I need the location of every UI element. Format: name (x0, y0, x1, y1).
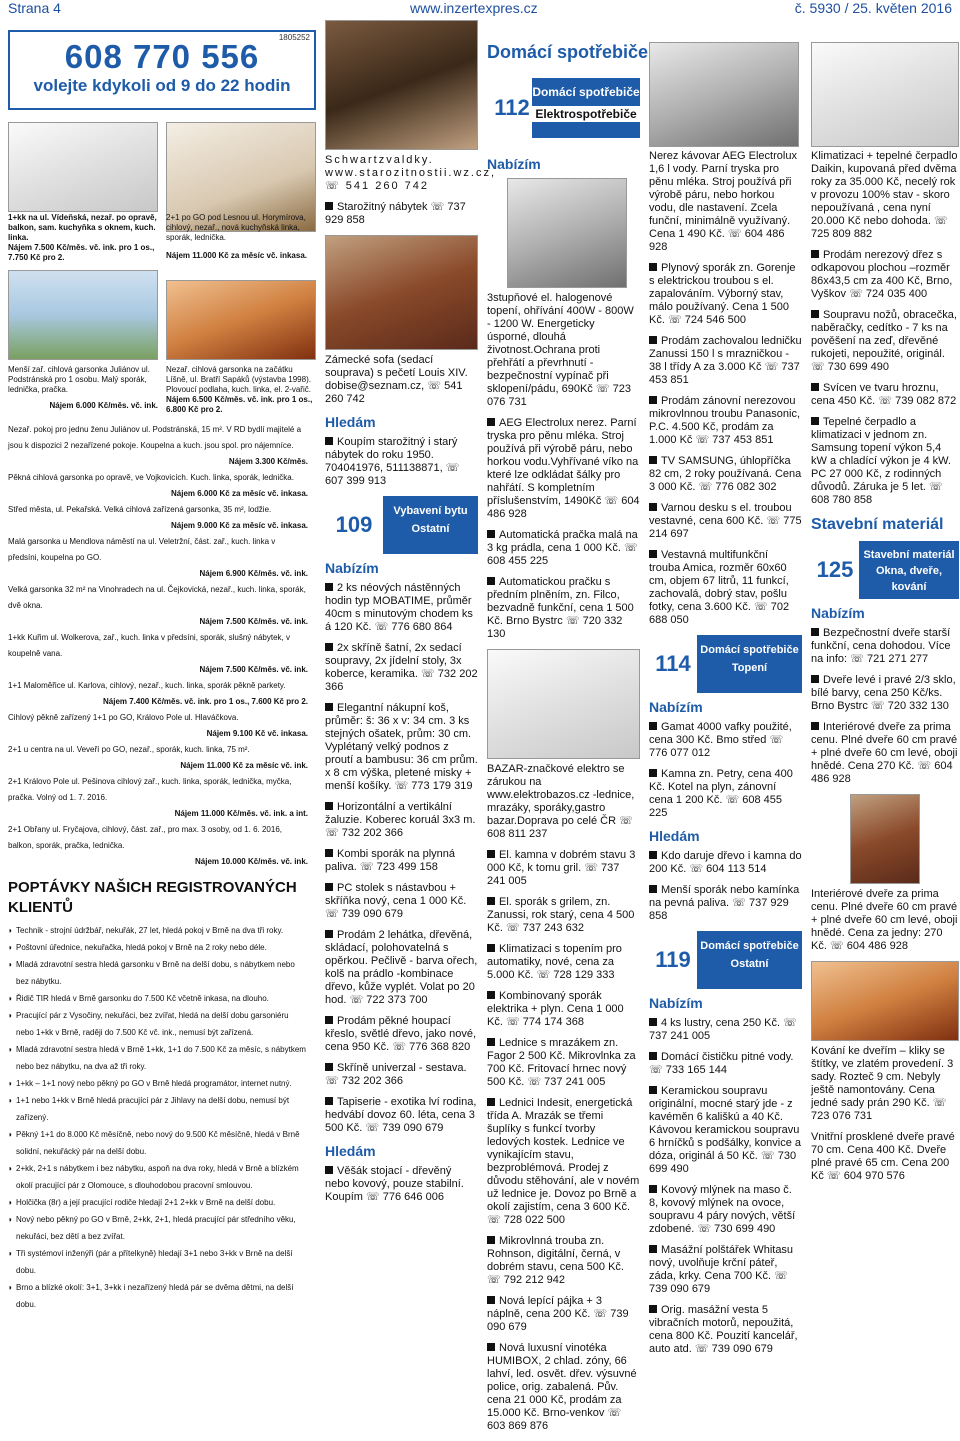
rental-list (8, 422, 308, 1313)
ad-item: Koupím starožitný i starý nábytek do roku 1950. 704041976, 511138871, ☏ 607 399 913 (325, 436, 460, 487)
list-item: Pěkná cihlová garsonka po opravě, ve Vojkovicích. Kuch. linka, sporák, lednička. Nájem 6.000 Kč za měsíc vč. inkasa. (8, 473, 308, 498)
ad-item: Varnou desku s el. troubou vestavné, cena 600 Kč. ☏ 775 214 697 (649, 502, 802, 540)
ad-item: Gamat 4000 vafky použité, cena 300 Kč. Bmo střed ☏ 776 077 012 (649, 721, 792, 759)
ad-item: Lednice s mrazákem zn. Fagor 2 500 Kč. Mikrovlnka za 700 Kč. Fritovací hrnec nový 500 Kč. ☏ 737 241 005 (487, 1037, 636, 1088)
list-item: Velká garsonka 32 m² na Vinohradech na ul. Čejkovická, nezař., kuch. linka, sporák, dvě okna. Nájem 7.500 Kč/měs. vč. ink. (8, 585, 308, 626)
list-item: 2+1 Královo Pole ul. Pešinova cihlový zař., kuch. linka, sporák, lednička, myčka, pračka. Volný od 1. 7. 2016. Nájem 11.000 Kč/měs. vč. ink. a int. (8, 777, 308, 818)
ad-ac: Klimatizaci + tepelné čerpadlo Daikin, kupovaná před dvěma roky za 35.000 Kč, necelý rok v provozu 100% stav - skoro nepoužívaná , cena nyní 20.000 Kč nebo dohoda. ☏ 725 809 882 (811, 150, 958, 240)
ad-bazar: BAZAR-značkové elektro se zárukou na www.elektrobazos.cz -lednice, mrazáky, sporáky,gastro bazar.Doprava po celé ČR ☏ 608 811 237 (487, 763, 635, 840)
ad-item: 4 ks lustry, cena 250 Kč. ☏ 737 241 005 (649, 1017, 797, 1042)
ad-item: Elegantní nákupní koš, průměr: š: 36 x v: 34 cm. 3 ks stejných ošatek, prům: 30 cm. Vyplétaný velký podnos z proutí a bambusu: 36 cm prům. x 8 cm výška, pletené misky + menší košíky. ☏ 773 179 319 (325, 702, 478, 792)
photo-door (850, 794, 920, 884)
demand-item: ◗ Tři systémoví inženýři (pár a přítelkyně) hledají 3+1 nebo 3+kk v Brně na delší dobu. (8, 1245, 308, 1279)
poptavky-title: POPTÁVKY NAŠICH REGISTROVANÝCH KLIENTŮ (8, 879, 297, 916)
col4 (649, 150, 802, 1364)
ad-item: Nová lepící pájka + 3 náplně, cena 200 Kč. ☏ 739 090 679 (487, 1295, 629, 1333)
ad-item: Menší sporák nebo kamínka na pevná paliva. ☏ 737 929 858 (649, 884, 800, 922)
ad-item: Masážní polštářek Whitasu nový, uvolňuje krční páteř, záda, krky. Cena 700 Kč. ☏ 739 090 679 (649, 1244, 794, 1295)
list-item: Malá garsonka u Mendlova náměstí na ul. Veletržní, část. zař., kuch. linka v předsíni, koupelna po GO. Nájem 6.900 Kč/měs. vč. ink. (8, 537, 308, 578)
demand-item: ◗ 1+kk – 1+1 nový nebo pěkný po GO v Brně hledá programátor, internet nutný. (8, 1075, 308, 1092)
ad-clock: Schwartzvaldky. www.starozitnostii.wz.cz, ☏ 541 260 742 (325, 154, 497, 192)
photo-coffee-machine (649, 42, 799, 147)
ad-item: Kamna zn. Petry, cena 400 Kč. Kotel na plyn, zánovní cena 1 200 Kč. ☏ 608 455 225 (649, 768, 793, 819)
list-item: Cihlový pěkně zařízený 1+1 po GO, Královo Pole ul. Hlaváčkova. Nájem 9.100 Kč vč. inkasa. (8, 713, 308, 738)
nabizim-heading: Nabízím (649, 699, 703, 715)
demand-item: ◗ Pracující pár z Vysočiny, nekuřáci, bez zvířat, hledá na delší dobu garsoniéru nebo 1+kk v Brně, raději do 7.500 Kč vč. ink., nemusí být zařízená. (8, 1007, 308, 1041)
demand-item: ◗ 1+1 nebo 1+kk v Brně hledá pracující pár z Jihlavy na delší dobu, nemusí být zařízený. (8, 1092, 308, 1126)
section-header (487, 42, 657, 63)
photo-heater (507, 178, 627, 288)
demand-item: ◗ Pěkný 1+1 do 8.000 Kč měsíčně, nebo nový do 9.500 Kč měsíčně, hledá v Brně solidní, nekuřácký pár na delší dobu. (8, 1126, 308, 1160)
demand-item: ◗ Nový nebo pěkný po GO v Brně, 2+kk, 2+1, hledá pracující pár středního věku, nekuřáci, bez dětí a bez zvířat. (8, 1211, 308, 1245)
ad-item: Soupravu nožů, obracečka, naběračky, cedítko - 7 ks na pověšení na zeď, dřevěné rukojeti, nepoužité, originál. ☏ 730 699 490 (811, 309, 957, 373)
col3 (487, 150, 640, 1441)
ad-handles: Kování ke dveřím – kliky se štítky, ve zlatém provedení. 3 sady. Rozteč 9 cm. Nebyly ještě namontovány. Cena jedné sady prán 290 Kč. ☏ 723 076 731 (811, 1045, 954, 1122)
phone-number[interactable]: 608 770 556 (64, 38, 260, 75)
ad-item: Prodám 2 lehátka, dřevěná, skládací, polohovatelná s opěrkou. Pečlivě - barva ořech, kolš na prádlo -kombinace dřevo, kůže vyplét. Volat po 20 hod. ☏ 722 373 700 (325, 929, 478, 1006)
ad-item: Nová luxusní vinotéka HUMIBOX, 2 chlad. zóny, 66 lahví, led. osvět. dřev. výsuvné police, orig. zabalená. Pův. cena 21 000 Kč, prodám za 15.000 Kč. Brno-venkov ☏ 603 869 876 (487, 1342, 637, 1432)
rental-top-2: 2+1 po GO pod Lesnou ul. Horymírova, cihlový, nezař., nová kuchyňská linka, sporák, lednička. Nájem 11.000 Kč za měsíc vč. inkasa. (166, 213, 307, 260)
issue-date: č. 5930 / 25. květen 2016 (794, 0, 952, 16)
ad-item: Dveře levé i pravé 2/3 sklo, bílé barvy, cena 250 Kč/ks. Brno Bystrc ☏ 720 332 130 (811, 674, 956, 712)
ad-item: Věšák stojací - dřevěný nebo kovový, pouze stabilní. Koupím ☏ 776 646 006 (325, 1165, 464, 1203)
ad-item: PC stolek s nástavbou + skříňka nový, cena 1 000 Kč. ☏ 739 090 679 (325, 882, 467, 920)
demand-item: ◗ Poštovní úřednice, nekuřačka, hledá pokoj v Brně na 2 roky nebo déle. (8, 939, 308, 956)
category-125: 125 Stavební materiál Okna, dveře, kování (811, 541, 959, 599)
category-114: 114 Domácí spotřebiče Topení (649, 635, 802, 693)
ad-item: Starožitný nábytek ☏ 737 929 858 (325, 201, 466, 226)
demand-item: ◗ 2+kk, 2+1 s nábytkem i bez nábytku, aspoň na dva roky, hledá v Brně a blízkém okolí pracující pár z Olomouce, s dlouhodobou pracovní smlouvou. (8, 1160, 308, 1194)
photo-room (8, 270, 158, 360)
ad-item: Klimatizaci s topením pro automatiky, nové, cena za 5.000 Kč. ☏ 728 129 333 (487, 943, 622, 981)
ad-inner-door: Vnitřní prosklené dveře pravé 70 cm. Cena 400 Kč. Dveře plné pravé 65 cm. Cena 200 Kč ☏ 604 970 576 (811, 1131, 955, 1182)
demand-item: ◗ Brno a blízké okolí: 3+1, 3+kk i nezařízený hledá pár se dvěma dětmi, na delší dobu. (8, 1279, 308, 1313)
ad-item: Keramickou soupravu originální, mocné starý jde - z kavéměn 6 kališkú a 40 Kč. Kávovou keramickou soupravu 6 hrníčků s podšálky, konvice a dóza, originál á 50 Kč. ☏ 730 699 490 (649, 1085, 802, 1175)
ad-coffee: Nerez kávovar AEG Electrolux 1,6 l vody. Parní tryska pro pěnu mléka. Stroj používá při výrobě páru, nebo horkou vodu, dle nastavení. Zcela funční, minimálně využívaný. Cena 1 490 Kč. ☏ 604 486 928 (649, 150, 797, 253)
ad-item: Svícen ve tvaru hroznu, cena 450 Kč. ☏ 739 082 872 (811, 382, 957, 407)
ad-item: 2x skříně šatní, 2x sedací soupravy, 2x jídelní stoly, 3x koberce, keramika. ☏ 732 202 366 (325, 642, 478, 693)
ad-item: Kovový mlýnek na maso č. 8, kovový mlýnek na ovoce, soupravu 4 páry nových, větší zdobené. ☏ 730 699 490 (649, 1184, 796, 1235)
ad-item: Prodám zánovní nerezovou mikrovlnnou troubu Panasonic, P.C. 4.500 Kč, prodám za 1.000 Kč ☏ 737 453 851 (649, 395, 801, 446)
phone-tagline: volejte kdykoli od 9 do 22 hodin (33, 76, 291, 95)
ad-item: Automatickou pračku s předním plněním, zn. Filco, bezvadně funkční, cena 1 500 Kč. Brno Bystrc ☏ 720 332 130 (487, 576, 634, 640)
list-item: 2+1 u centra na ul. Veveří po GO, nezař., sporák, kuch. linka, 75 m². Nájem 11.000 Kč za měsíc vč. ink. (8, 745, 308, 770)
ad-sofa: Zámecké sofa (sedací souprava) s pečetí Louis XIV. dobise@seznam.cz, ☏ 541 260 742 (325, 354, 468, 405)
ad-item: Prodám pěkné houpací křeslo, světlé dřevo, jako nové, cena 950 Kč. ☏ 776 368 820 (325, 1015, 477, 1053)
section-title: Domácí spotřebiče (487, 42, 649, 62)
category-number: 112 (492, 78, 532, 138)
ad-item: Tepelné čerpadlo a klimatizaci v jednom zn. Samsung topení výkon 5,4 kW a chladící výkon je 4 kW. PC 27 000 Kč, z rodinných důvodů. Záruka je 5 let. ☏ 608 780 858 (811, 416, 951, 506)
nabizim-heading: Nabízím (649, 995, 703, 1011)
ad-item: Prodám nerezový dřez s odkapovou plochou –rozměr 86x43,5 cm za 400 Kč, Brno, Vyškov ☏ 724 035 400 (811, 249, 953, 300)
ad-item: Tapiserie - exotika lví rodina, hedvábí dovoz 60. léta, cena 3 500 Kč. ☏ 739 090 679 (325, 1096, 477, 1134)
nabizim-heading: Nabízím (811, 605, 865, 621)
hledam-heading: Hledám (649, 828, 700, 844)
photo-bazar (487, 649, 640, 759)
col2 (325, 20, 497, 1212)
ad-item: Plynový sporák zn. Gorenje s elektrickou troubou s el. zapalováním. Výborný stav, málo používaný. Cena 1 500 Kč. ☏ 724 546 500 (649, 262, 796, 326)
demand-item: ◗ Holčička (8r) a její pracující rodiče hledají 2+1 2+kk v Brně na delší dobu. (8, 1194, 308, 1211)
ad-item: Vestavná multifunkční trouba Amica, rozměr 60x60 cm, objem 67 litrů, 11 funkcí, zachovalá, dobrý stav, pošlu fotky, cena 3.600 Kč. ☏ 702 688 050 (649, 549, 790, 626)
ad-heater: 3stupňové el. halogenové topení, ohřívání 400W - 800W - 1200 W. Energeticky úsporné, dlouhá životnost.Ochrana proti přehřátí a převrhnutí - bezpečnostní vypínač při sklopení/pádu, 690Kč ☏ 723 076 731 (487, 292, 634, 408)
hledam-heading: Hledám (325, 414, 376, 430)
page-number: Strana 4 (8, 0, 61, 16)
list-item: Střed města, ul. Pekařská. Velká cihlová zařízená garsonka, 35 m², lodžie. Nájem 9.000 Kč za měsíc vč. inkasa. (8, 505, 308, 530)
nabizim-heading: Nabízím (487, 156, 541, 172)
demand-item: ◗ Mladá zdravotní sestra hledá garsonku v Brně na delší dobu, s nábytkem nebo bez nábytku. (8, 956, 308, 990)
section-title-building: Stavební materiál (811, 516, 944, 533)
site-url[interactable]: www.inzertexpres.cz (410, 0, 538, 16)
ad-item: Skříně univerzal - sestava. ☏ 732 202 366 (325, 1062, 467, 1087)
list-item: 1+kk Kuřim ul. Wolkerova, zař., kuch. linka v předsíni, sporák, slušný nábytek, v koupelně vana. Nájem 7.500 Kč/měs. vč. ink. (8, 633, 308, 674)
category-112: 112 Domácí spotřebiče Elektrospotřebiče (492, 78, 640, 138)
list-item: 1+1 Maloměřice ul. Karlova, cihlový, nezař., kuch. linka, sporák pěkně parkety. Nájem 7.400 Kč/měs. vč. ink. pro 1 os., 7.600 Kč pro 2. (8, 681, 308, 706)
col5 (811, 150, 959, 1191)
demand-item: ◗ Řidič TIR hledá v Brně garsonku do 7.500 Kč včetně inkasa, na dlouho. (8, 990, 308, 1007)
ad-item: AEG Electrolux nerez. Parní tryska pro pěnu mléka. Stroj používá při výrobě páru, nebo horkou vodu.Vyhřívané víko na které lze odkládat šálky pro nahřátí. S kompletním příslušenstvím, 1490Kč ☏ 604 486 928 (487, 417, 640, 520)
rental-top-3: Menší zař. cihlová garsonka Juliánov ul. Podstránská pro 1 osobu. Malý sporák, lednička, pračka. Nájem 6.000 Kč/měs. vč. ink. (8, 365, 158, 410)
demand-item: ◗ Mladá zdravotní sestra hledá v Brně 1+kk, 1+1 do 7.500 Kč za měsíc, s nábytkem nebo bez nábytku, na dva až tři roky. (8, 1041, 308, 1075)
ad-item: El. kamna v dobrém stavu 3 000 Kč, k tomu gril. ☏ 737 241 005 (487, 849, 636, 887)
photo-kitchen (8, 122, 158, 212)
ad-item: Prodám zachovalou ledničku Zanussi 150 l s mrazničkou - 38 l třídy A za 3.000 Kč ☏ 737 453 851 (649, 335, 802, 386)
rental-top-4: Nezař. cihlová garsonka na začátku Líšně, ul. Bratří Sapáků (výstavba 1998). Plovoucí podlaha, kuch. linka, el. 2-vařič. Nájem 6.500 Kč/měs. vč. ink. pro 1 os., 6.800 Kč pro 2. (166, 365, 313, 414)
hledam-heading: Hledám (325, 1143, 376, 1159)
phone-box (8, 30, 316, 110)
ad-item: Lednici Indesit, energetická třída A. Mrazák se třemi šuplíky s funkcí tvorby ledových kostek. Lednice ve vynikajícím stavu, bezproblémová. Prodej z důvodu stěhování, ale v novém už lednice je. Dovoz po Brně a okolí zajistím, cena 3 600 Kč. ☏ 728 022 500 (487, 1097, 640, 1226)
photo-sofa (325, 235, 478, 350)
ad-item: Bezpečnostní dveře starší funkční, cena dohodou. Více na info: ☏ 721 271 277 (811, 627, 951, 665)
ad-item: Kombi sporák na plynná paliva. ☏ 723 499 158 (325, 848, 456, 873)
ad-item: Orig. masážní vesta 5 vibračních motorů, nepoužitá, cena 800 Kč. Pouzití kancelář, auto atd. ☏ 739 090 679 (649, 1304, 798, 1355)
photo-house (166, 280, 316, 360)
ad-item: Horizontální a vertikální žaluzie. Koberec koruál 3x3 m. ☏ 732 202 366 (325, 801, 476, 839)
ad-item: Domácí čističku pitné vody. ☏ 733 165 144 (649, 1051, 794, 1076)
page-header (0, 0, 960, 18)
ad-code: 1805252 (278, 33, 310, 42)
ad-item: 2 ks néových nástěnných hodin typ MOBATIME, průměr 40cm s minutovým chodem ks á 120 Kč. ☏ 776 680 864 (325, 582, 473, 633)
ad-item: El. sporák s grilem, zn. Zanussi, rok starý, cena 4 500 Kč. ☏ 737 243 632 (487, 896, 635, 934)
category-119: 119 Domácí spotřebiče Ostatní (649, 931, 802, 989)
ad-item: Kombinovaný sporák elektrika + plyn. Cena 1 000 Kč. ☏ 774 174 368 (487, 990, 624, 1028)
category-109: 109 Vybavení bytu Ostatní (325, 496, 478, 554)
ad-item: Kdo daruje dřevo i kamna do 200 Kč. ☏ 604 113 514 (649, 850, 802, 875)
list-item: 2+1 Obřany ul. Fryčajova, cihlový, část. zař., pro max. 3 osoby, od 1. 6. 2016, balkon, sporák, pračka, lednička. Nájem 10.000 Kč/měs. vč. ink. (8, 825, 308, 866)
photo-clock (325, 20, 478, 150)
photo-ac-unit (811, 42, 959, 147)
ad-door: Interiérové dveře za prima cenu. Plné dveře 60 cm pravé + plné dveře 60 cm levé, oboji hnědé. Cena za jedny: 270 Kč. ☏ 604 486 928 (811, 888, 958, 952)
ad-item: Mikrovlnná trouba zn. Rohnson, digitální, černá, v dobrém stavu, cena 500 Kč. ☏ 792 212 942 (487, 1235, 624, 1286)
photo-handles (811, 961, 959, 1041)
ad-item: Interiérové dveře za prima cenu. Plné dveře 60 cm pravé + plné dveře 60 cm levé, oboji hnědé. Cena 270 Kč. ☏ 604 486 928 (811, 721, 958, 785)
rental-top-1: 1+kk na ul. Vídeňská, nezař. po opravě, balkon, sam. kuchyňka s oknem, kuch. linka. Nájem 7.500 Kč/měs. vč. ink. pro 1 os., 7.750 Kč pro 2. (8, 213, 157, 262)
rentals-column (8, 30, 316, 1309)
demand-item: ◗ Technik - strojní údržbář, nekuřák, 27 let, hledá pokoj v Brně na dva tři roky. (8, 922, 308, 939)
list-item: Nezař. pokoj pro jednu ženu Juliánov ul. Podstránská, 15 m². V RD bydlí majitelé a jsou k dispozici 2 nezařízené pokoje. Koupelna a kuch. jsou spol. pro nájemníce. Nájem 3.300 Kč/měs. (8, 425, 308, 466)
ad-item: Automatická pračka malá na 3 kg prádla, cena 1 000 Kč. ☏ 608 455 225 (487, 529, 638, 567)
ad-item: TV SAMSUNG, úhlopříčka 82 cm, 2 roky používaná. Cena 3 000 Kč. ☏ 776 082 302 (649, 455, 802, 493)
nabizim-heading: Nabízím (325, 560, 379, 576)
